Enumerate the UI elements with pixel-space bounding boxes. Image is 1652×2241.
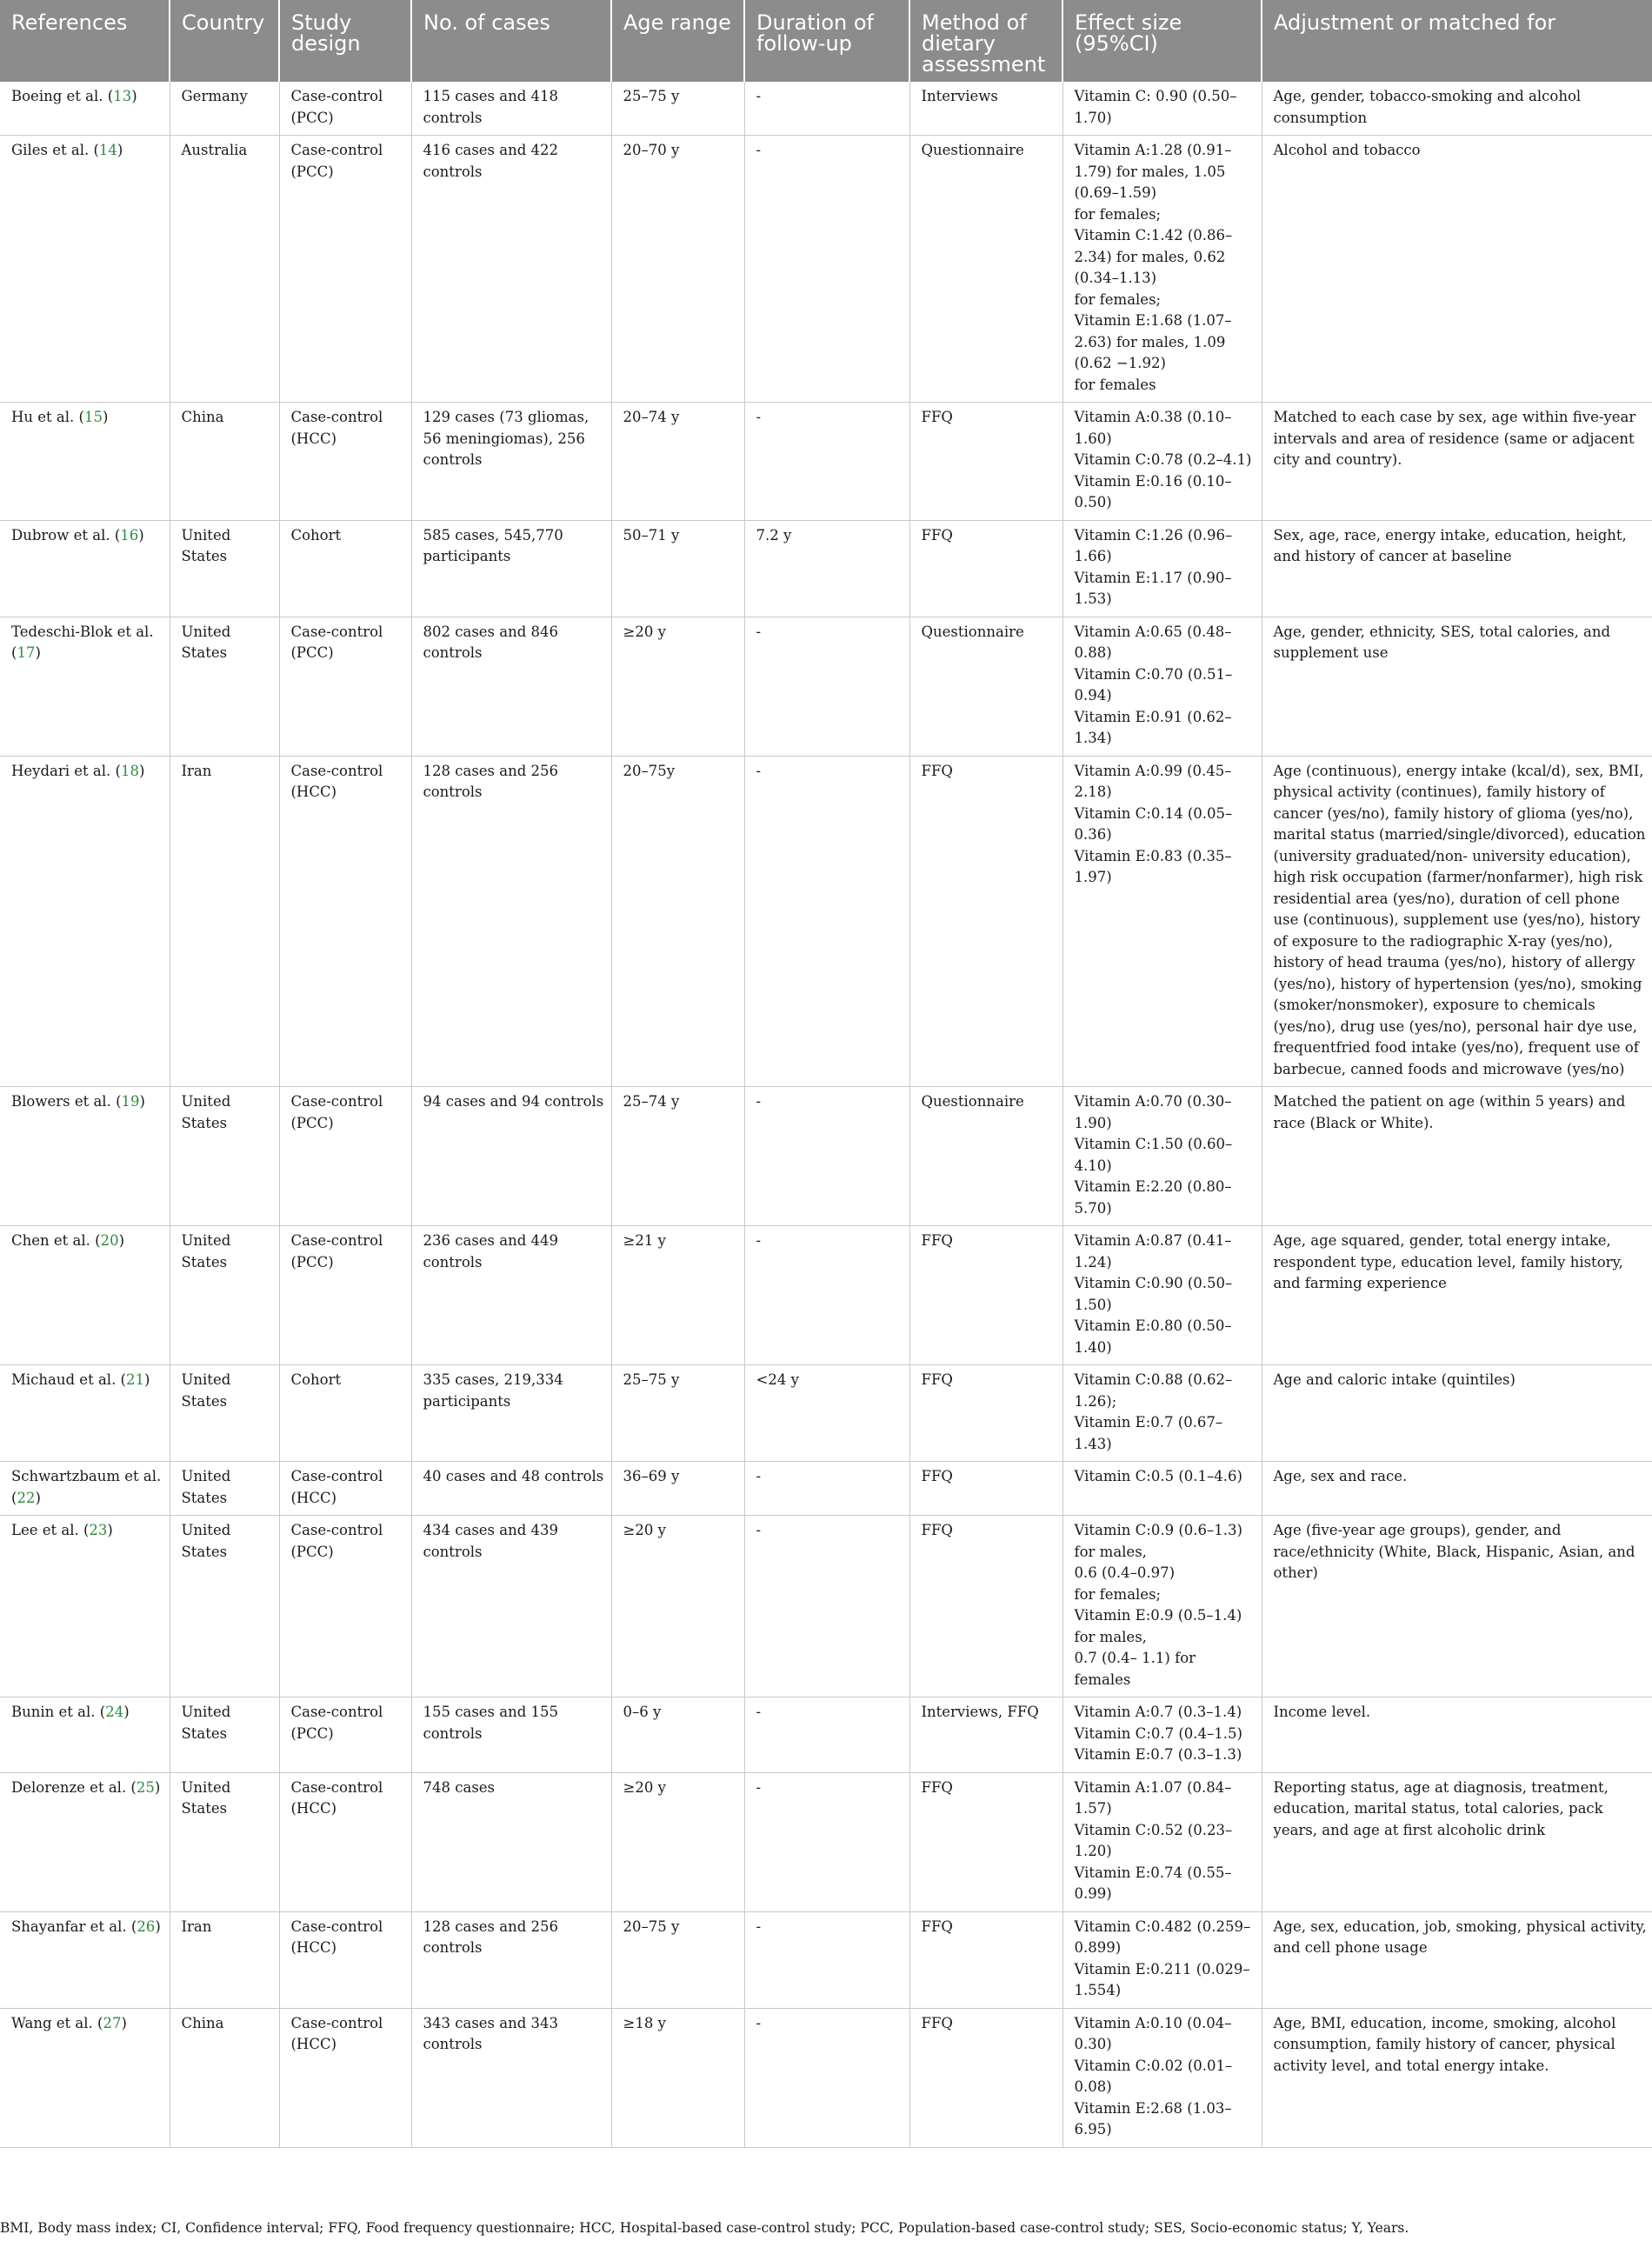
effect-size-line: Vitamin C:0.52 (0.23–1.20) [1074, 1821, 1233, 1859]
reference-citation-link[interactable]: 25 [136, 1778, 155, 1796]
adjustment-cell: Age, gender, tobacco-smoking and alcohol consumption [1262, 82, 1652, 136]
cases-cell: 434 cases and 439 controls [411, 1516, 611, 1697]
adjustment-cell: Age (five-year age groups), gender, and race/ethnicity (White, Black, Hispanic, Asian, and other) [1262, 1516, 1652, 1697]
reference-close-paren: ) [123, 1704, 130, 1720]
table-row [0, 1516, 1652, 1697]
reference-citation-link[interactable]: 26 [137, 1918, 156, 1935]
header-study-design: Study design [279, 0, 411, 82]
reference-author: Chen et al. ( [11, 1232, 101, 1249]
country-cell: United States [170, 1226, 279, 1365]
reference-close-paren: ) [121, 2014, 127, 2031]
age-range-cell: 20–70 y [611, 136, 744, 403]
effect-size-line: Vitamin A:0.10 (0.04–0.30) [1074, 2014, 1232, 2052]
effect-size-line: Vitamin E:0.211 (0.029–1.554) [1074, 1960, 1250, 1998]
effect-size-line: Vitamin E:1.68 (1.07–2.63) for males, 1.09 (0.62 −1.92) [1074, 312, 1232, 371]
study-design-cell: Cohort [279, 520, 411, 617]
reference-close-paren: ) [117, 142, 123, 158]
header-references: References [0, 0, 170, 82]
header-country: Country [170, 0, 279, 82]
table-row [0, 520, 1652, 617]
reference-author: Tedeschi-Blok et al. ( [11, 623, 154, 661]
reference-citation-link[interactable]: 23 [89, 1522, 108, 1538]
reference-citation-link[interactable]: 21 [126, 1371, 144, 1388]
effect-size-line: Vitamin E:0.7 (0.67–1.43) [1074, 1414, 1223, 1452]
table-footnote: BMI, Body mass index; CI, Confidence interval; FFQ, Food frequency questionnaire; HCC, Hospital-based case-control study; PCC, Population-based case-control study; SES, Socio-economic status; Y, Years. [0, 2220, 1409, 2236]
table-row [0, 82, 1652, 136]
age-range-cell: 20–75 y [611, 1911, 744, 2008]
effect-size-cell [1062, 1365, 1262, 1462]
table-row [0, 403, 1652, 521]
header-duration-of-follow-up: Duration of follow-up [744, 0, 909, 82]
follow-up-cell: - [744, 1911, 909, 2008]
method-cell: FFQ [909, 1365, 1062, 1462]
study-design-cell: Case-control (PCC) [279, 82, 411, 136]
reference-author: Delorenze et al. ( [11, 1778, 137, 1796]
method-cell: FFQ [909, 1772, 1062, 1911]
follow-up-cell: - [744, 756, 909, 1087]
cases-cell: 40 cases and 48 controls [411, 1462, 611, 1516]
cases-cell: 94 cases and 94 controls [411, 1087, 611, 1226]
adjustment-cell: Age, BMI, education, income, smoking, alcohol consumption, family history of cancer, physical activity level, and total energy intake. [1262, 2008, 1652, 2147]
country-cell: United States [170, 1087, 279, 1226]
table-row [0, 1911, 1652, 2008]
effect-size-line: Vitamin E:0.80 (0.50–1.40) [1074, 1317, 1232, 1356]
method-cell: FFQ [909, 1516, 1062, 1697]
reference-close-paren: ) [138, 526, 144, 544]
reference-cell [0, 2008, 170, 2147]
table-row [0, 1772, 1652, 1911]
effect-size-line: Vitamin C:0.7 (0.4–1.5) [1074, 1724, 1242, 1742]
reference-author: Blowers et al. ( [11, 1093, 122, 1110]
cases-cell: 416 cases and 422 controls [411, 136, 611, 403]
reference-close-paren: ) [139, 1093, 145, 1110]
country-cell: United States [170, 1365, 279, 1462]
header-age-range: Age range [611, 0, 744, 82]
adjustment-cell: Age and caloric intake (quintiles) [1262, 1365, 1652, 1462]
reference-citation-link[interactable]: 13 [113, 88, 132, 104]
table-row [0, 1087, 1652, 1226]
age-range-cell: 25–75 y [611, 1365, 744, 1462]
adjustment-cell: Matched the patient on age (within 5 years) and race (Black or White). [1262, 1087, 1652, 1226]
effect-size-line: Vitamin C:0.90 (0.50–1.50) [1074, 1275, 1233, 1313]
reference-citation-link[interactable]: 19 [121, 1093, 140, 1110]
effect-size-line: Vitamin A:0.87 (0.41–1.24) [1074, 1232, 1232, 1271]
study-design-cell: Case-control (HCC) [279, 1462, 411, 1516]
country-cell: Iran [170, 1911, 279, 2008]
cases-cell: 129 cases (73 gliomas, 56 meningiomas), 256 controls [411, 403, 611, 521]
study-design-cell: Case-control (HCC) [279, 756, 411, 1087]
adjustment-cell: Age, sex and race. [1262, 1462, 1652, 1516]
table-header-row [0, 0, 1652, 82]
follow-up-cell: 7.2 y [744, 520, 909, 617]
reference-close-paren: ) [102, 409, 109, 425]
cases-cell: 115 cases and 418 controls [411, 82, 611, 136]
reference-cell [0, 1365, 170, 1462]
reference-author: Lee et al. ( [11, 1522, 90, 1538]
method-cell: FFQ [909, 1911, 1062, 2008]
effect-size-line: Vitamin C:0.78 (0.2–4.1) [1074, 451, 1252, 468]
age-range-cell: ≥18 y [611, 2008, 744, 2147]
effect-size-line: for females; [1074, 205, 1162, 223]
table-row [0, 617, 1652, 756]
study-design-cell: Case-control (HCC) [279, 403, 411, 521]
header-effect-size: Effect size (95%CI) [1062, 0, 1262, 82]
study-design-cell: Case-control (PCC) [279, 617, 411, 756]
country-cell: United States [170, 617, 279, 756]
reference-citation-link[interactable]: 24 [105, 1704, 124, 1720]
effect-size-line: Vitamin A:0.65 (0.48–0.88) [1074, 623, 1232, 661]
reference-cell [0, 617, 170, 756]
header-adjustment: Adjustment or matched for [1262, 0, 1652, 82]
cases-cell: 585 cases, 545,770 participants [411, 520, 611, 617]
age-range-cell: 20–74 y [611, 403, 744, 521]
effect-size-line: Vitamin E:0.9 (0.5–1.4) [1074, 1607, 1242, 1624]
effect-size-line: Vitamin C:0.9 (0.6–1.3) [1074, 1522, 1242, 1538]
follow-up-cell: - [744, 2008, 909, 2147]
method-cell: Questionnaire [909, 1087, 1062, 1226]
effect-size-cell [1062, 617, 1262, 756]
study-design-cell: Case-control (PCC) [279, 1087, 411, 1226]
adjustment-cell: Age, age squared, gender, total energy intake, respondent type, education level, family history, and farming experience [1262, 1226, 1652, 1365]
reference-author: Boeing et al. ( [11, 88, 114, 104]
adjustment-cell: Sex, age, race, energy intake, education, height, and history of cancer at baseline [1262, 520, 1652, 617]
cases-cell: 155 cases and 155 controls [411, 1697, 611, 1773]
reference-citation-link[interactable]: 16 [120, 526, 139, 544]
follow-up-cell: - [744, 1462, 909, 1516]
adjustment-cell: Reporting status, age at diagnosis, treatment, education, marital status, total calories, pack years, and age at first alcoholic drink [1262, 1772, 1652, 1911]
country-cell: Iran [170, 756, 279, 1087]
cases-cell: 343 cases and 343 controls [411, 2008, 611, 2147]
effect-size-line: Vitamin E:1.17 (0.90–1.53) [1074, 569, 1232, 607]
effect-size-line: for males, [1074, 1543, 1147, 1560]
country-cell: United States [170, 1516, 279, 1697]
follow-up-cell: - [744, 1087, 909, 1226]
effect-size-line: Vitamin E:0.7 (0.3–1.3) [1074, 1746, 1242, 1763]
effect-size-cell [1062, 82, 1262, 136]
effect-size-line: Vitamin E:2.20 (0.80–5.70) [1074, 1178, 1232, 1217]
header-no-of-cases: No. of cases [411, 0, 611, 82]
cases-cell: 128 cases and 256 controls [411, 756, 611, 1087]
study-design-cell: Case-control (HCC) [279, 2008, 411, 2147]
study-design-cell: Case-control (PCC) [279, 1516, 411, 1697]
effect-size-line: Vitamin A:0.38 (0.10–1.60) [1074, 409, 1232, 447]
effect-size-line: for females; [1074, 290, 1162, 308]
follow-up-cell: - [744, 617, 909, 756]
reference-close-paren: ) [154, 1778, 161, 1796]
effect-size-line: Vitamin A:0.7 (0.3–1.4) [1074, 1704, 1242, 1720]
effect-size-line: Vitamin C:0.14 (0.05–0.36) [1074, 804, 1233, 843]
effect-size-cell [1062, 2008, 1262, 2147]
effect-size-cell [1062, 136, 1262, 403]
effect-size-line: Vitamin C: 0.90 (0.50–1.70) [1074, 88, 1237, 126]
reference-citation-link[interactable]: 18 [120, 762, 139, 779]
reference-author: Heydari et al. ( [11, 762, 121, 779]
country-cell: Australia [170, 136, 279, 403]
method-cell: FFQ [909, 2008, 1062, 2147]
method-cell: FFQ [909, 520, 1062, 617]
header-method-of-dietary-assessment: Method of dietary assessment [909, 0, 1062, 82]
effect-size-line: Vitamin C:1.42 (0.86–2.34) for males, 0.62 (0.34–1.13) [1074, 227, 1233, 286]
cases-cell: 335 cases, 219,334 participants [411, 1365, 611, 1462]
reference-citation-link[interactable]: 22 [17, 1489, 36, 1506]
effect-size-line: Vitamin C:0.482 (0.259–0.899) [1074, 1918, 1251, 1956]
effect-size-line: for males, [1074, 1628, 1147, 1645]
cases-cell: 128 cases and 256 controls [411, 1911, 611, 2008]
method-cell: Interviews, FFQ [909, 1697, 1062, 1773]
country-cell: China [170, 403, 279, 521]
effect-size-line: Vitamin E:0.74 (0.55–0.99) [1074, 1864, 1232, 1902]
reference-citation-link[interactable]: 15 [83, 409, 103, 425]
age-range-cell: ≥20 y [611, 617, 744, 756]
age-range-cell: 50–71 y [611, 520, 744, 617]
study-design-cell: Cohort [279, 1365, 411, 1462]
reference-cell [0, 82, 170, 136]
effect-size-line: Vitamin A:1.28 (0.91–1.79) for males, 1.05 (0.69–1.59) [1074, 142, 1232, 201]
effect-size-cell [1062, 403, 1262, 521]
effect-size-cell [1062, 1087, 1262, 1226]
method-cell: Questionnaire [909, 617, 1062, 756]
age-range-cell: 25–75 y [611, 82, 744, 136]
cases-cell: 748 cases [411, 1772, 611, 1911]
age-range-cell: ≥20 y [611, 1772, 744, 1911]
cases-cell: 802 cases and 846 controls [411, 617, 611, 756]
reference-citation-link[interactable]: 17 [17, 644, 36, 661]
reference-cell [0, 1226, 170, 1365]
reference-close-paren: ) [155, 1918, 161, 1935]
table-body [0, 82, 1652, 2147]
method-cell: FFQ [909, 1462, 1062, 1516]
study-design-cell: Case-control (HCC) [279, 1772, 411, 1911]
reference-author: Schwartzbaum et al. ( [11, 1468, 162, 1506]
reference-author: Wang et al. ( [11, 2014, 103, 2031]
reference-citation-link[interactable]: 14 [98, 142, 117, 158]
adjustment-cell: Alcohol and tobacco [1262, 136, 1652, 403]
effect-size-cell [1062, 1697, 1262, 1773]
adjustment-cell: Matched to each case by sex, age within five-year intervals and area of residence (same or adjacent city and country). [1262, 403, 1652, 521]
effect-size-line: Vitamin E:0.16 (0.10–0.50) [1074, 472, 1232, 510]
follow-up-cell: - [744, 1772, 909, 1911]
country-cell: China [170, 2008, 279, 2147]
effect-size-cell [1062, 1226, 1262, 1365]
effect-size-cell [1062, 1911, 1262, 2008]
adjustment-cell: Income level. [1262, 1697, 1652, 1773]
reference-author: Michaud et al. ( [11, 1371, 126, 1388]
follow-up-cell: - [744, 1226, 909, 1365]
reference-citation-link[interactable]: 20 [100, 1232, 119, 1249]
table-row [0, 2008, 1652, 2147]
method-cell: Interviews [909, 82, 1062, 136]
follow-up-cell: - [744, 136, 909, 403]
effect-size-line: Vitamin A:0.99 (0.45–2.18) [1074, 762, 1232, 800]
country-cell: United States [170, 1772, 279, 1911]
reference-cell [0, 756, 170, 1087]
method-cell: FFQ [909, 1226, 1062, 1365]
table-row [0, 1365, 1652, 1462]
follow-up-cell: - [744, 1516, 909, 1697]
reference-author: Hu et al. ( [11, 409, 84, 425]
age-range-cell: ≥21 y [611, 1226, 744, 1365]
reference-cell [0, 403, 170, 521]
table-row [0, 756, 1652, 1087]
effect-size-line: Vitamin A:0.70 (0.30–1.90) [1074, 1093, 1232, 1131]
method-cell: Questionnaire [909, 136, 1062, 403]
effect-size-line: Vitamin C:0.70 (0.51–0.94) [1074, 665, 1233, 704]
reference-cell [0, 520, 170, 617]
study-design-cell: Case-control (HCC) [279, 1911, 411, 2008]
effect-size-line: Vitamin A:1.07 (0.84–1.57) [1074, 1778, 1232, 1817]
reference-cell [0, 1697, 170, 1773]
effect-size-line: Vitamin C:0.02 (0.01–0.08) [1074, 2057, 1233, 2095]
effect-size-line: Vitamin E:2.68 (1.03–6.95) [1074, 2099, 1232, 2138]
study-design-cell: Case-control (PCC) [279, 1697, 411, 1773]
reference-cell [0, 136, 170, 403]
table-row [0, 1462, 1652, 1516]
reference-close-paren: ) [131, 88, 137, 104]
effect-size-cell [1062, 756, 1262, 1087]
country-cell: United States [170, 1697, 279, 1773]
method-cell: FFQ [909, 756, 1062, 1087]
reference-close-paren: ) [118, 1232, 125, 1249]
reference-author: Shayanfar et al. ( [11, 1918, 137, 1935]
table-row [0, 1226, 1652, 1365]
follow-up-cell: - [744, 82, 909, 136]
effect-size-cell [1062, 520, 1262, 617]
reference-close-paren: ) [35, 644, 41, 661]
reference-cell [0, 1911, 170, 2008]
reference-author: Giles et al. ( [11, 142, 99, 158]
effect-size-line: Vitamin C:0.88 (0.62–1.26); [1074, 1371, 1233, 1410]
reference-author: Bunin et al. ( [11, 1704, 106, 1720]
effect-size-line: for females; [1074, 1585, 1162, 1603]
adjustment-cell: Age (continuous), energy intake (kcal/d), sex, BMI, physical activity (continues), family history of cancer (yes/no), family history of glioma (yes/no), marital status (married/single/divorced), education (university graduated/non- university education), high risk occupation (farmer/nonfarmer), high risk residential area (yes/no), duration of cell phone use (continuous), supplement use (yes/no), history of exposure to the radiographic X-ray (yes/no), history of head trauma (yes/no), history of allergy (yes/no), history of hypertension (yes/no), smoking (smoker/nonsmoker), exposure to chemicals (yes/no), drug use (yes/no), personal hair dye use, frequentfried food intake (yes/no), frequent use of barbecue, canned foods and microwave (yes/no) [1262, 756, 1652, 1087]
reference-cell [0, 1087, 170, 1226]
follow-up-cell: - [744, 1697, 909, 1773]
reference-citation-link[interactable]: 27 [103, 2014, 122, 2031]
age-range-cell: 0–6 y [611, 1697, 744, 1773]
effect-size-line: 0.7 (0.4– 1.1) for females [1074, 1650, 1196, 1688]
effect-size-line: Vitamin E:0.83 (0.35–1.97) [1074, 847, 1232, 885]
reference-author: Dubrow et al. ( [11, 526, 121, 544]
age-range-cell: 25–74 y [611, 1087, 744, 1226]
reference-close-paren: ) [144, 1371, 150, 1388]
effect-size-line: Vitamin C:1.26 (0.96–1.66) [1074, 526, 1233, 564]
table-row [0, 136, 1652, 403]
effect-size-cell [1062, 1462, 1262, 1516]
table-row [0, 1697, 1652, 1773]
adjustment-cell: Age, sex, education, job, smoking, physical activity, and cell phone usage [1262, 1911, 1652, 2008]
reference-cell [0, 1516, 170, 1697]
reference-cell [0, 1462, 170, 1516]
adjustment-cell: Age, gender, ethnicity, SES, total calories, and supplement use [1262, 617, 1652, 756]
country-cell: United States [170, 520, 279, 617]
country-cell: Germany [170, 82, 279, 136]
reference-close-paren: ) [107, 1522, 113, 1538]
effect-size-line: Vitamin C:1.50 (0.60–4.10) [1074, 1136, 1233, 1174]
country-cell: United States [170, 1462, 279, 1516]
effect-size-line: 0.6 (0.4–0.97) [1074, 1564, 1176, 1581]
reference-cell [0, 1772, 170, 1911]
age-range-cell: 36–69 y [611, 1462, 744, 1516]
effect-size-cell [1062, 1772, 1262, 1911]
study-design-cell: Case-control (PCC) [279, 1226, 411, 1365]
follow-up-cell: - [744, 403, 909, 521]
age-range-cell: 20–75y [611, 756, 744, 1087]
study-design-cell: Case-control (PCC) [279, 136, 411, 403]
effect-size-line: for females [1074, 376, 1156, 393]
effect-size-cell [1062, 1516, 1262, 1697]
age-range-cell: ≥20 y [611, 1516, 744, 1697]
follow-up-cell: <24 y [744, 1365, 909, 1462]
cases-cell: 236 cases and 449 controls [411, 1226, 611, 1365]
method-cell: FFQ [909, 403, 1062, 521]
effect-size-line: Vitamin C:0.5 (0.1–4.6) [1074, 1468, 1242, 1484]
effect-size-line: Vitamin E:0.91 (0.62–1.34) [1074, 708, 1232, 746]
reference-close-paren: ) [138, 762, 145, 779]
reference-close-paren: ) [35, 1489, 41, 1506]
